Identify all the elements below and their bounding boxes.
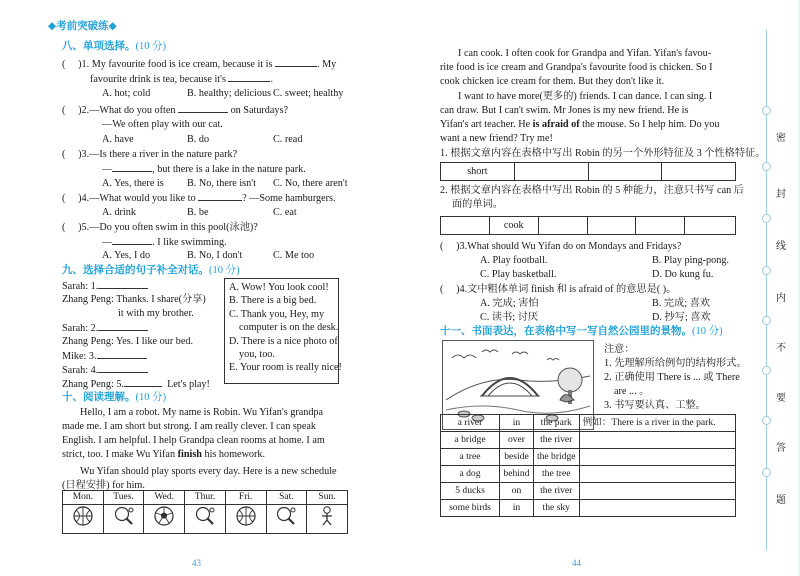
binding-dot	[762, 106, 771, 115]
kung-fu-icon	[316, 505, 338, 527]
writing-row	[441, 432, 736, 449]
section11-title: 十一、书面表达，在表格中写一写自然公园里的景物。(10 分)	[440, 326, 723, 337]
writing-answer-cell[interactable]	[579, 432, 735, 449]
q2-blank[interactable]	[178, 103, 228, 113]
q5-option-c[interactable]: C. Me too	[273, 250, 315, 261]
writing-word-cell: a tree	[441, 449, 500, 466]
q1-option-a[interactable]: A. hot; cold	[102, 88, 151, 99]
rq2-text1: 2. 根据文章内容在表格中写出 Robin 的 5 种能力，注意只书写 can 后	[440, 185, 744, 196]
rq4-option-d[interactable]: D. 抄写; 喜欢	[652, 312, 711, 323]
box-option-b: B. There is a big bed.	[229, 295, 317, 307]
writing-answer-cell[interactable]: 例如：There is a river in the park.	[579, 415, 735, 432]
binding-dot	[762, 266, 771, 275]
q1-blank2[interactable]	[228, 72, 270, 82]
note-1: 1. 先理解所给例句的结构形式。	[604, 358, 747, 369]
passage-line5: Wu Yifan should play sports every day. Here is a new schedule	[80, 466, 337, 477]
page-number-right: 44	[572, 557, 581, 568]
rpassage-line1: I can cook. I often cook for Grandpa and Yifan. Yifan's favou-	[458, 48, 712, 59]
q4-option-c[interactable]: C. eat	[273, 207, 297, 218]
binding-char: 答	[776, 443, 786, 454]
rq2-cell[interactable]	[685, 217, 736, 235]
rq2-table	[440, 216, 736, 235]
writing-word-cell: the river	[533, 432, 579, 449]
q5-line2: — . I like swimming.	[102, 237, 227, 248]
basketball-icon	[235, 505, 257, 527]
binding-char: 封	[776, 189, 786, 200]
rq2-cell[interactable]	[538, 217, 587, 235]
rq4-option-c[interactable]: C. 读书; 讨厌	[480, 312, 539, 323]
writing-word-cell: in	[500, 415, 534, 432]
dialog-blank4[interactable]	[98, 363, 148, 373]
dialog-blank3[interactable]	[97, 349, 147, 359]
rq3-option-a[interactable]: A. Play football.	[480, 255, 548, 266]
writing-word-cell: the bridge	[533, 449, 579, 466]
q4-option-a[interactable]: A. drink	[102, 207, 136, 218]
right-page	[400, 0, 800, 576]
rq3-line: ( )3.What should Wu Yifan do on Mondays and Fridays?	[440, 241, 682, 252]
writing-word-cell: beside	[500, 449, 534, 466]
day-sat: Sat.	[266, 491, 307, 505]
rq1-table	[440, 162, 736, 181]
q5-blank[interactable]	[112, 235, 152, 245]
q1-line2: favourite drink is tea, because it's .	[90, 74, 274, 85]
box-option-c1: C. Thank you, Hey, my	[229, 308, 325, 320]
binding-char: 线	[776, 241, 786, 252]
day-wed: Wed.	[144, 491, 185, 505]
binding-char: 不	[776, 343, 786, 354]
writing-word-cell: behind	[500, 466, 534, 483]
binding-dot	[762, 214, 771, 223]
binding-dot	[762, 416, 771, 425]
writing-row	[441, 466, 736, 483]
dialog-line7: Zhang Peng: 5. Let's play!	[62, 379, 210, 390]
writing-answer-cell[interactable]	[579, 449, 735, 466]
note-2b: are ... 。	[614, 386, 650, 397]
rpassage-line3: cook chicken ice cream for them. But they don't like it.	[440, 76, 665, 87]
rq4-line: ( )4.文中粗体单词 finish 和 is afraid of 的意思是( )。	[440, 284, 677, 295]
rq1-cell[interactable]	[514, 163, 588, 181]
binding-dot	[762, 468, 771, 477]
rq4-option-a[interactable]: A. 完成; 害怕	[480, 298, 539, 309]
passage-line6: (日程安排) for him.	[62, 480, 145, 491]
binding-char: 内	[776, 293, 786, 304]
box-option-d2: you, too.	[239, 349, 275, 361]
basketball-icon	[72, 505, 94, 527]
writing-word-cell: the sky	[533, 500, 579, 517]
q3-option-c[interactable]: C. No, there aren't	[273, 178, 348, 189]
q3-option-a[interactable]: A. Yes, there is	[102, 178, 164, 189]
q3-option-b[interactable]: B. No, there isn't	[187, 178, 256, 189]
dialog-line6: Sarah: 4.	[62, 363, 148, 377]
q3-blank[interactable]	[112, 162, 152, 172]
rq1-given: short	[441, 163, 515, 181]
dialog-blank2[interactable]	[98, 321, 148, 331]
note-2a: 2. 正确使用 There is ... 或 There	[604, 372, 740, 383]
dialog-line2b: it with my brother.	[118, 308, 194, 319]
rq2-cell[interactable]	[636, 217, 685, 235]
rq4-option-b[interactable]: B. 完成; 喜欢	[652, 298, 711, 309]
header-tag: ◆考前突破练◆	[48, 21, 117, 32]
writing-word-cell: on	[500, 483, 534, 500]
writing-word-cell: the tree	[533, 466, 579, 483]
sun-cell	[307, 505, 348, 533]
rq2-text2: 面的单词。	[452, 199, 503, 210]
box-option-c2: computer is on the desk.	[239, 322, 339, 334]
options-box	[224, 278, 342, 384]
page-number-left: 43	[192, 557, 201, 568]
day-tues: Tues.	[103, 491, 144, 505]
notes-title: 注意：	[604, 344, 635, 355]
thur-cell	[185, 505, 226, 533]
q4-blank[interactable]	[198, 191, 242, 201]
writing-word-cell: in	[500, 500, 534, 517]
writing-word-cell: over	[500, 432, 534, 449]
writing-row	[441, 483, 736, 500]
writing-word-cell: the park	[533, 415, 579, 432]
section8-title: 八、单项选择。(10 分)	[62, 41, 167, 52]
rq2-given: cook	[489, 217, 538, 235]
writing-answer-cell[interactable]	[579, 483, 735, 500]
box-option-a: A. Wow! You look cool!	[229, 282, 329, 293]
q2-option-c[interactable]: C. read	[273, 134, 303, 145]
box-option-d1: D. There is a nice photo of	[229, 335, 338, 347]
day-mon: Mon.	[63, 491, 104, 505]
writing-word-cell: a river	[441, 415, 500, 432]
writing-row	[441, 500, 736, 517]
rq3-option-d[interactable]: D. Do kung fu.	[652, 269, 714, 280]
binding-char: 要	[776, 393, 786, 404]
passage-line2: made me. I am short but strong. I am really clever. I can speak	[62, 421, 317, 432]
rq1-text: 1. 根据文章内容在表格中写出 Robin 的另一个外形特征及 3 个性格特征。	[440, 148, 766, 159]
q3-line1: ( )3.—Is there a river in the nature park?	[62, 149, 238, 160]
fri-cell	[225, 505, 266, 533]
rpassage-line2: rite food is ice cream and Grandpa's favourite food is chicken. So I	[440, 62, 713, 73]
q1-line1: ( )1. My favourite food is ice cream, because it is . My	[62, 59, 337, 70]
ping-pong-icon	[194, 505, 216, 527]
section9-title: 九、选择合适的句子补全对话。(10 分)	[62, 265, 240, 276]
writing-word-cell: a dog	[441, 466, 500, 483]
binding-char: 密	[776, 133, 786, 144]
dialog-blank5[interactable]	[124, 377, 162, 387]
rq3-option-b[interactable]: B. Play ping-pong.	[652, 255, 729, 266]
football-icon	[153, 505, 175, 527]
q4-line1: ( )4.—What would you like to ? —Some hamburgers.	[62, 193, 336, 204]
binding-char: 题	[776, 495, 786, 506]
q1-blank1[interactable]	[275, 57, 317, 67]
box-option-e: E. Your room is really nice!	[229, 362, 342, 374]
ping-pong-icon	[275, 505, 297, 527]
passage-line1: Hello, I am a robot. My name is Robin. Wu Yifan's grandpa	[80, 407, 324, 418]
rq1-cell[interactable]	[588, 163, 662, 181]
writing-answer-cell[interactable]	[579, 500, 735, 517]
binding-dot	[762, 316, 771, 325]
rpassage-line7: want a new friend? Try me!	[440, 133, 553, 144]
binding-dot	[762, 162, 771, 171]
q5-option-a[interactable]: A. Yes, I do	[102, 250, 151, 261]
writing-row	[441, 415, 736, 432]
rpassage-line6: Yifan's art teacher. He is afraid of the mouse. So I help him. Do you	[440, 119, 720, 130]
dialog-line4: Zhang Peng: Yes. I like our bed.	[62, 336, 194, 347]
dialog-line1: Sarah: 1.	[62, 279, 148, 293]
writing-word-cell: some birds	[441, 500, 500, 517]
q2-line1: ( )2.—What do you often on Saturdays?	[62, 105, 288, 116]
day-thur: Thur.	[185, 491, 226, 505]
wed-cell	[144, 505, 185, 533]
writing-word-cell: 5 ducks	[441, 483, 500, 500]
tues-cell	[103, 505, 144, 533]
dialog-line3: Sarah: 2.	[62, 321, 148, 335]
writing-row	[441, 449, 736, 466]
writing-table	[440, 414, 736, 517]
writing-word-cell: the river	[533, 483, 579, 500]
q2-option-a[interactable]: A. have	[102, 134, 134, 145]
ping-pong-icon	[113, 505, 135, 527]
mon-cell	[63, 505, 104, 533]
binding-dot	[762, 366, 771, 375]
writing-word-cell: a bridge	[441, 432, 500, 449]
day-fri: Fri.	[225, 491, 266, 505]
passage-line4: strict, too. I make Wu Yifan finish his homework.	[62, 449, 266, 460]
q5-option-b[interactable]: B. No, I don't	[187, 250, 243, 261]
q2-option-b[interactable]: B. do	[187, 134, 210, 145]
rq2-cell[interactable]	[587, 217, 636, 235]
rq1-cell[interactable]	[662, 163, 736, 181]
dialog-blank1[interactable]	[98, 279, 148, 289]
note-3: 3. 书写要认真、工整。	[604, 400, 706, 411]
day-sun: Sun.	[307, 491, 348, 505]
q2-line2: —We often play with our cat.	[102, 119, 223, 130]
q1-option-b[interactable]: B. healthy; delicious	[187, 88, 272, 99]
section10-title: 十、阅读理解。(10 分)	[62, 392, 167, 403]
sat-cell	[266, 505, 307, 533]
rq2-cell[interactable]	[441, 217, 490, 235]
dialog-line2: Zhang Peng: Thanks. I share(分享)	[62, 294, 206, 305]
q3-line2: — , but there is a lake in the nature park.	[102, 164, 306, 175]
rpassage-line5: can draw. But I can't swim. Mr Jones is my new friend. He is	[440, 105, 689, 116]
writing-answer-cell[interactable]	[579, 466, 735, 483]
rpassage-line4: I want to have more(更多的) friends. I can dance. I can sing. I	[458, 91, 713, 102]
rq3-option-c[interactable]: C. Play basketball.	[480, 269, 557, 280]
dialog-line5: Mike: 3.	[62, 349, 147, 363]
q5-line1: ( )5.—Do you often swim in this pool(泳池)?	[62, 222, 258, 233]
q4-option-b[interactable]: B. be	[187, 207, 209, 218]
passage-line3: English. I am helpful. I help Grandpa clean rooms at home. I am	[62, 435, 325, 446]
schedule-table	[62, 490, 348, 534]
q1-option-c[interactable]: C. sweet; healthy	[273, 88, 344, 99]
